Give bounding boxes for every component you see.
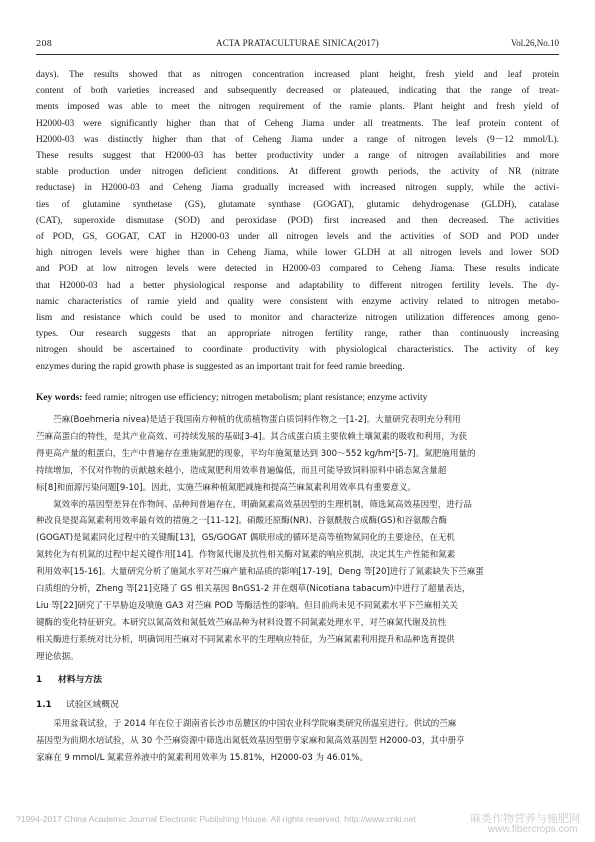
text-line: 键酶的变化特征研究。本研究以氮高效和氮低效苎麻品种为材料设置不同氮素处理水平，对苎麻氮代谢及抗性 (36, 617, 447, 628)
section-number: 1 (36, 675, 43, 685)
text-line: (CAT), superoxide dismutase (SOD) and peroxidase (POD) first increased and then decreased. The activities (36, 215, 559, 226)
text-line: 氮效率的基因型差异在作物间、品种间普遍存在，明确氮素高效基因型的生理机制，筛选氮高效基因型，进行品 (36, 499, 472, 510)
text-line: ties of glutamine synthetase (GS), glutamate synthase (GOGAT), glutamic dehydrogenase (GLDH), catalase (36, 199, 559, 210)
text-line: H2000-03 were significantly higher than that of Ceheng Jiama under all treatments. The leaf protein content of (36, 118, 559, 129)
english-abstract (36, 67, 559, 375)
text-line: ments imposed was able to meet the nitrogen requirement of the ramie plants. Plant height and fresh yield of (36, 102, 559, 113)
text-line: enzymes during the rapid growth phase is suggested as an important trait for feed ramie breeding. (36, 361, 405, 372)
text-line: lism and resistance which could be used to monitor and characterize nitrogen utilization differences among geno- (36, 313, 559, 324)
text-line: content of both varieties increased and subsequently decreased or plateaued, indicating that the range of treat- (36, 86, 559, 97)
text-line: 持续增加，不仅对作物的贡献越来越小，造成氮肥利用效率普遍偏低，而且可能导致饲料原料中硝态氮含量超 (36, 465, 447, 476)
text-line: that H2000-03 had a better physiological response and adaptability to different nitrogen fertility levels. The dy- (36, 280, 559, 291)
text-line: (GOGAT)是氮素同化过程中的关键酶[13]，GS/GOGAT 偶联形成的循环是高等植物氮同化的主要途径，在无机 (36, 533, 455, 544)
text-line: 苎麻(Boehmeria nivea)是适于我国南方种植的优质植物蛋白质饲料作物之一[1-2]。大量研究表明充分利用 (36, 415, 461, 425)
text-line: 氮转化为有机氮的过程中起关键作用[14]。作物氮代谢及抗性相关酶对氮素的响应机制，决定其生产性能和氮素 (36, 550, 456, 561)
text-line: 利用效率[15-16]。大量研究分析了施氮水平对苎麻产量和品质的影响[17-19]，Deng 等[20]进行了氮素缺失下苎麻蛋 (36, 567, 484, 578)
subsection-heading (36, 697, 119, 710)
text-line: nitrogen should be ascertained to coordinate productivity with physiological characteristics. The activity of key (36, 345, 559, 356)
text-line: high nitrogen levels were higher than in Ceheng Jiama, while lower GLDH at all nitrogen levels and lower SOD (36, 248, 559, 259)
methods-paragraph (36, 716, 559, 767)
text-line: 采用盆栽试验，于 2014 年在位于湖南省长沙市岳麓区的中国农业科学院麻类研究所温室进行。供试的苎麻 (36, 719, 457, 729)
section-heading (36, 672, 102, 685)
text-line: 基因型为前期水培试验，从 30 个苎麻资源中筛选出氮低效基因型册亨家麻和氮高效基因型 H2000-03，其中册亨 (36, 735, 465, 746)
text-line: 标[8]和面源污染问题[9-10]。因此，实施苎麻种植氮肥减施和提高苎麻氮素利用效率具有重要意义。 (36, 482, 417, 493)
header-rule (36, 54, 559, 55)
text-line: 理论依据。 (36, 651, 79, 662)
text-line: 得更高产量的粗蛋白，生产中普遍存在重施氮肥的现象，平均年施氮量达到 300～552 kg/hm²[5-7]。氮肥施用量的 (36, 448, 476, 459)
introduction (36, 412, 559, 666)
text-line: 种改良是提高氮素利用效率最有效的措施之一[11-12]。硝酸还原酶(NR)、谷氨酰胺合成酶(GS)和谷氨酸合酶 (36, 516, 448, 527)
text-line: 白质组的分析，Zheng 等[21]克隆了 GS 相关基因 BnGS1-2 并在烟草(Nicotiana tabacum)中进行了超量表达， (36, 584, 471, 595)
page-number: 208 (36, 38, 52, 48)
page-header (36, 38, 559, 52)
text-line: of POD, GS, GOGAT, CAT in H2000-03 under all nitrogen levels and the activities of SOD and POD under (36, 232, 559, 243)
text-line: stable production under nitrogen deficient conditions. At different growth periods, the activity of NR (nitrate (36, 167, 559, 178)
text-line: namic characteristics of ramie yield and quality were consistent with enzyme activity related to nitrogen metabo- (36, 296, 559, 307)
text-line: 家麻在 9 mmol/L 氮素营养液中的氮素利用效率为 15.81%，H2000-03 为 46.01%。 (36, 752, 368, 763)
copyright-notice: ?1994-2017 China Academic Journal Electronic Publishing House. All rights reserved. http://www.cnki.net (16, 814, 416, 824)
text-line: reductase) in H2000-03 and Ceheng Jiama gradually increased with increased nitrogen supply, while the activi- (36, 183, 559, 194)
page-footer (0, 810, 595, 835)
subsection-number: 1.1 (36, 700, 52, 710)
volume-issue: Vol.26,No.10 (510, 38, 559, 48)
text-line: H2000-03 was distinctly higher than that of Ceheng Jiama under a range of nitrogen levels (9－12 mmol/L). (36, 134, 559, 145)
subsection-title: 试验区域概况 (66, 700, 119, 710)
text-line: These results suggest that H2000-03 has better productivity under a range of nitrogen availabilities and more (36, 151, 559, 162)
watermark-url: www.fibercrops.com (488, 824, 578, 835)
text-line: Liu 等[22]研究了干旱胁迫及喷施 GA3 对苎麻 POD 等酶活性的影响。但目前尚未见不同氮素水平下苎麻相关关 (36, 600, 458, 611)
text-line: 苎麻高蛋白的特性，是其产业高效、可持续发展的基础[3-4]。其合成蛋白质主要依赖土壤氮素的吸收和利用，为获 (36, 431, 467, 442)
text-line: types. Our research suggests that an appropriate nitrogen fertility range, rather than continuously increasing (36, 329, 559, 340)
text-line: and POD at low nitrogen levels were detected in H2000-03 compared to Ceheng Jiama. These results indicate (36, 264, 559, 275)
keywords-text: feed ramie; nitrogen use efficiency; nitrogen metabolism; plant resistance; enzyme activity (82, 393, 428, 403)
text-line: 相关酶进行系统对比分析，明确饲用苎麻对不同氮素水平的生理响应特征，为苎麻氮素利用提升和品种选育提供 (36, 634, 455, 645)
keywords (36, 390, 559, 406)
journal-title: ACTA PRATACULTURAE SINICA(2017) (216, 38, 379, 48)
watermark-text: 麻类作物营养与施肥网 (470, 812, 580, 825)
section-title: 材料与方法 (58, 675, 102, 685)
text-line: days). The results showed that as nitrogen concentration increased plant height, fresh yield and leaf protein (36, 70, 559, 80)
keywords-label: Key words: (36, 393, 83, 403)
